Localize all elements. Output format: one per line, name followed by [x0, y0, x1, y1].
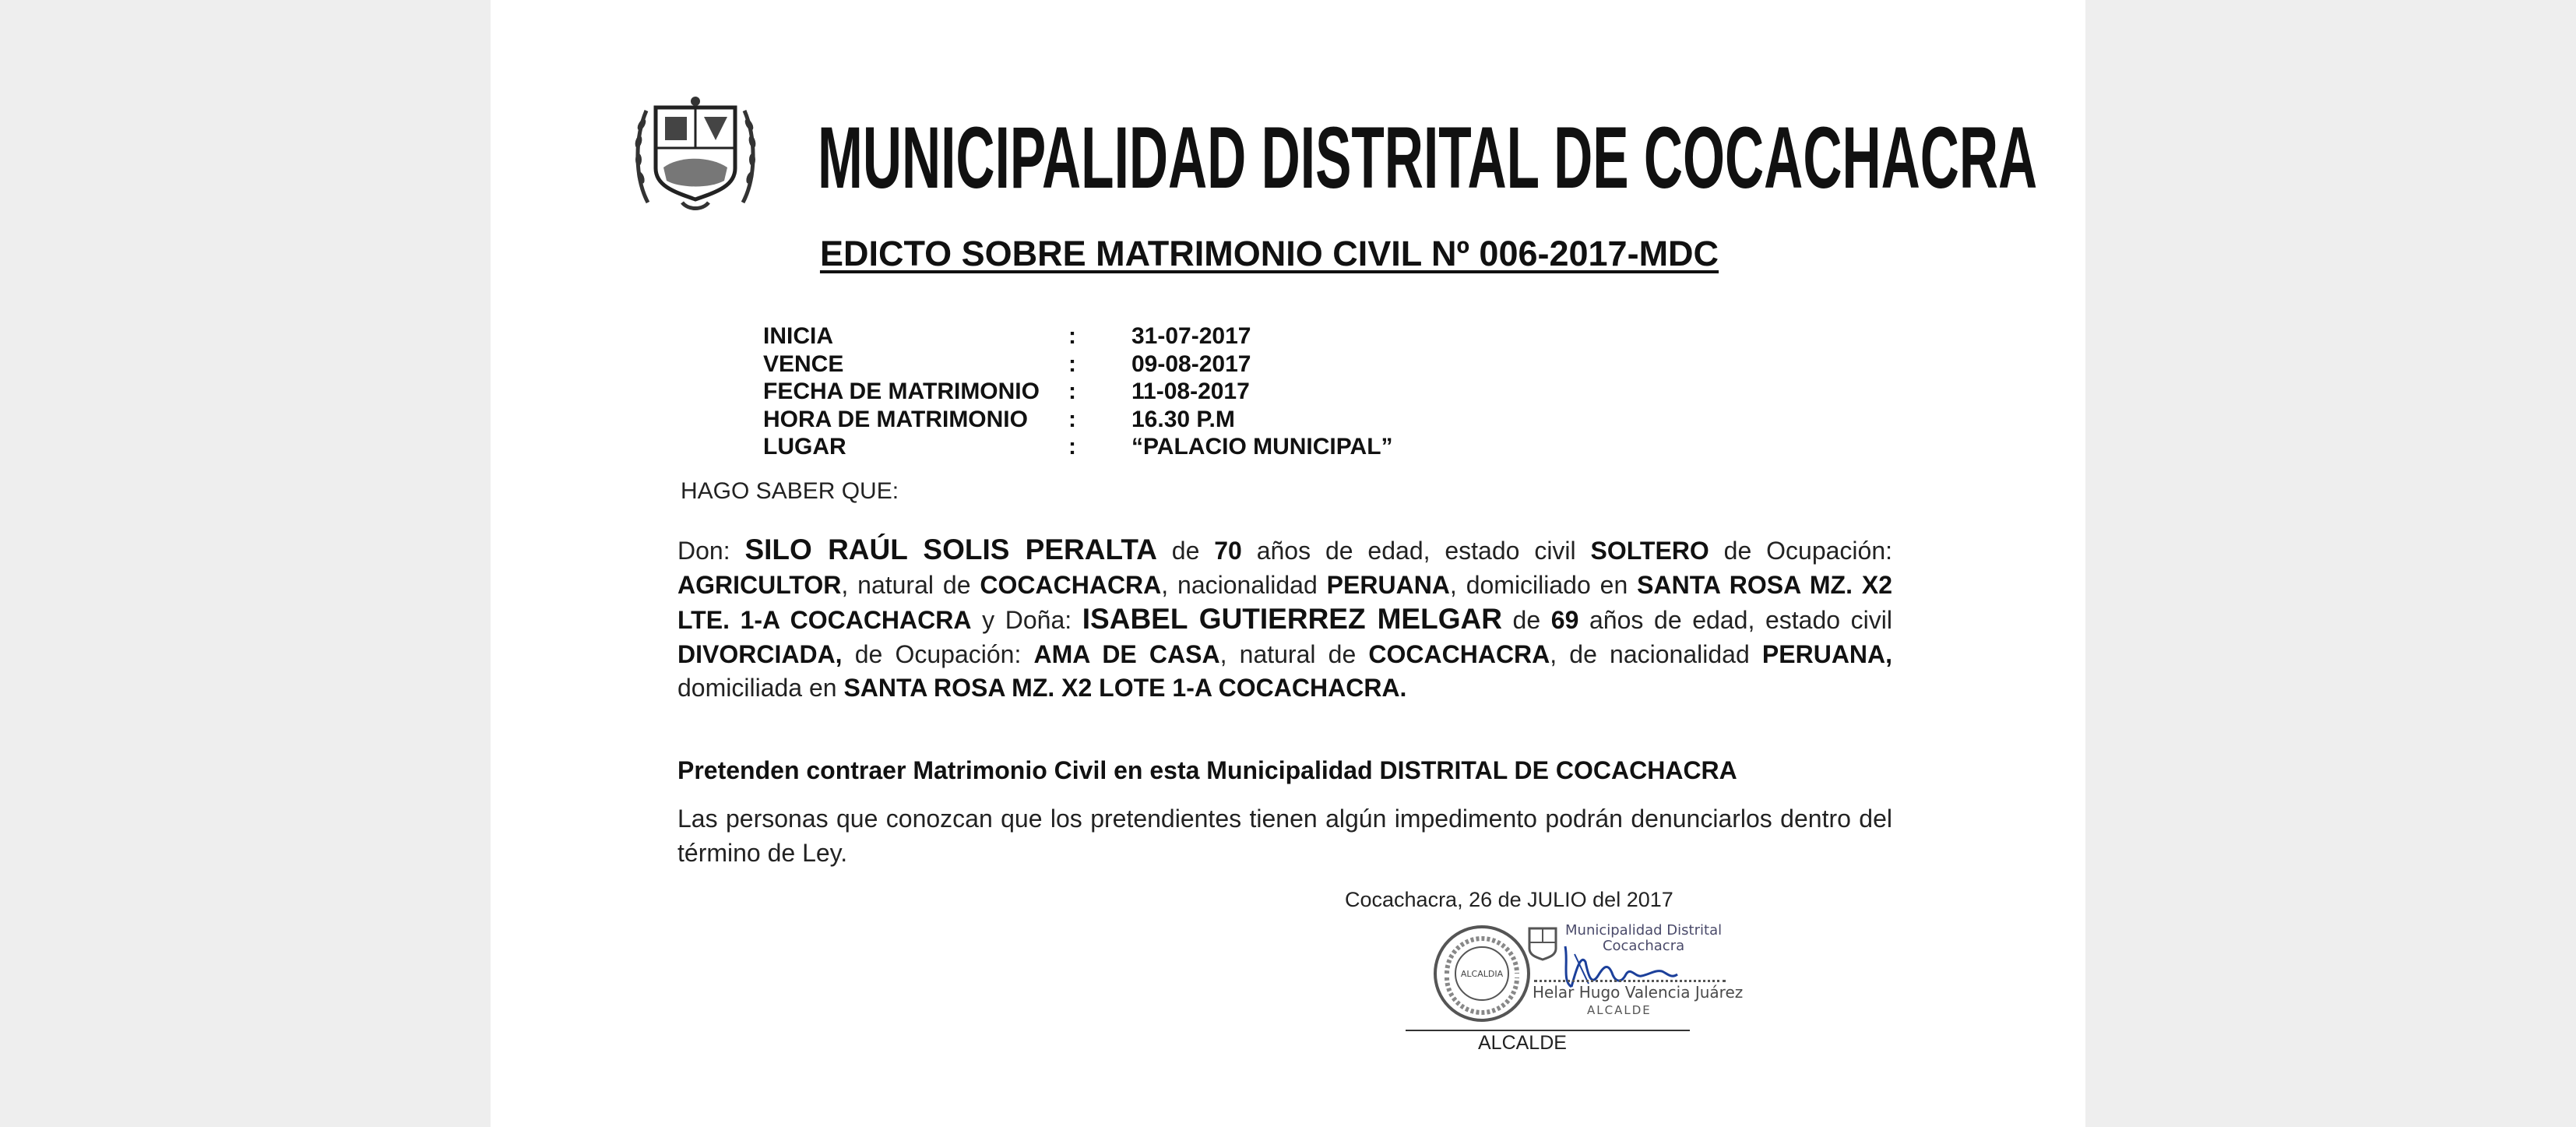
detail-row-lugar [763, 433, 1464, 461]
detail-separator: : [1068, 350, 1076, 377]
objection-notice: Las personas que conozcan que los pretendientes tienen algún impedimento podrán denunciarlos dentro del término de Ley. [677, 805, 1892, 867]
signatory-title: ALCALDE [1478, 1032, 1567, 1054]
bride-age: 69 [1550, 606, 1579, 634]
stamp-line-1: Municipalidad Distrital [1565, 922, 1723, 939]
detail-row-hora [763, 406, 1464, 434]
detail-separator: : [1068, 323, 1076, 349]
mini-crest-icon [1526, 925, 1559, 961]
announcement-paragraph: Don: SILO RAÚL SOLIS PERALTA de 70 años de edad, estado civil SOLTERO de Ocupación: AGRICULTOR, natural de COCACHACRA, nacionalidad PERUANA, domiciliado en SANTA ROSA MZ. X2 LTE. 1-A COCACHACRA y Doña: ISABEL GUTIERREZ MELGAR de 69 años de edad, estado civil DIVORCIADA, de Ocupación: AMA DE CASA, natural de COCACHACRA, de nacionalidad PERUANA, domiciliada en SANTA ROSA MZ. X2 LOTE 1-A COCACHACRA. [677, 534, 1893, 702]
place-date: Cocachacra, 26 de JULIO del 2017 [1345, 888, 1673, 911]
signature-line [1406, 1030, 1690, 1031]
institution-heading: MUNICIPALIDAD DISTRITAL DE COCACHACRA [818, 109, 2038, 206]
bride-nationality: PERUANA, [1761, 639, 1893, 668]
bride-status: DIVORCIADA, [677, 639, 843, 668]
detail-row-vence [763, 350, 1464, 379]
groom-name: SILO RAÚL SOLIS PERALTA [744, 534, 1157, 565]
detail-label: INICIA [763, 323, 833, 349]
signer-role: ALCALDE [1587, 1003, 1652, 1017]
detail-label: FECHA DE MATRIMONIO [763, 379, 1040, 404]
groom-origin: COCACHACRA [980, 570, 1162, 599]
detail-label: VENCE [763, 350, 844, 377]
groom-occupation: AGRICULTOR [677, 570, 842, 599]
groom-age: 70 [1214, 537, 1242, 565]
detail-value: 16.30 P.M [1131, 406, 1235, 432]
official-seal-icon [1431, 923, 1533, 1024]
bride-address: SANTA ROSA MZ. X2 LOTE 1-A COCACHACRA. [843, 674, 1407, 702]
detail-separator: : [1068, 406, 1076, 432]
groom-address: SANTA ROSA MZ. X2 LTE. 1-A COCACHACRA [677, 570, 1893, 634]
detail-row-fecha [763, 378, 1464, 406]
detail-label: LUGAR [763, 434, 846, 460]
detail-separator: : [1068, 434, 1076, 460]
bride-occupation: AMA DE CASA [1033, 639, 1220, 668]
detail-value: “PALACIO MUNICIPAL” [1131, 434, 1393, 460]
groom-status: SOLTERO [1590, 537, 1709, 565]
detail-separator: : [1068, 379, 1076, 404]
detail-value: 09-08-2017 [1131, 350, 1251, 377]
edict-details [763, 322, 1464, 461]
detail-row-inicia [763, 322, 1464, 350]
detail-value: 31-07-2017 [1131, 323, 1251, 349]
groom-nationality: PERUANA [1326, 570, 1450, 599]
coat-of-arms-logo [632, 93, 758, 212]
document-title: EDICTO SOBRE MATRIMONIO CIVIL Nº 006-2017-MDC [819, 234, 1719, 273]
intent-statement: Pretenden contraer Matrimonio Civil en esta Municipalidad DISTRITAL DE COCACHACRA [677, 756, 1737, 784]
bride-name: ISABEL GUTIERREZ MELGAR [1082, 603, 1502, 635]
signature-dotted-line [1534, 980, 1726, 982]
intro-text: HAGO SABER QUE: [681, 478, 899, 504]
svg-text:ALCALDIA: ALCALDIA [1460, 969, 1504, 979]
signer-name: Helar Hugo Valencia Juárez [1533, 983, 1744, 1002]
document-page [491, 0, 2085, 1127]
stamp-line-2: Cocachacra [1602, 938, 1685, 954]
detail-value: 11-08-2017 [1131, 379, 1250, 404]
detail-label: HORA DE MATRIMONIO [763, 406, 1028, 432]
bride-origin: COCACHACRA [1368, 639, 1550, 668]
